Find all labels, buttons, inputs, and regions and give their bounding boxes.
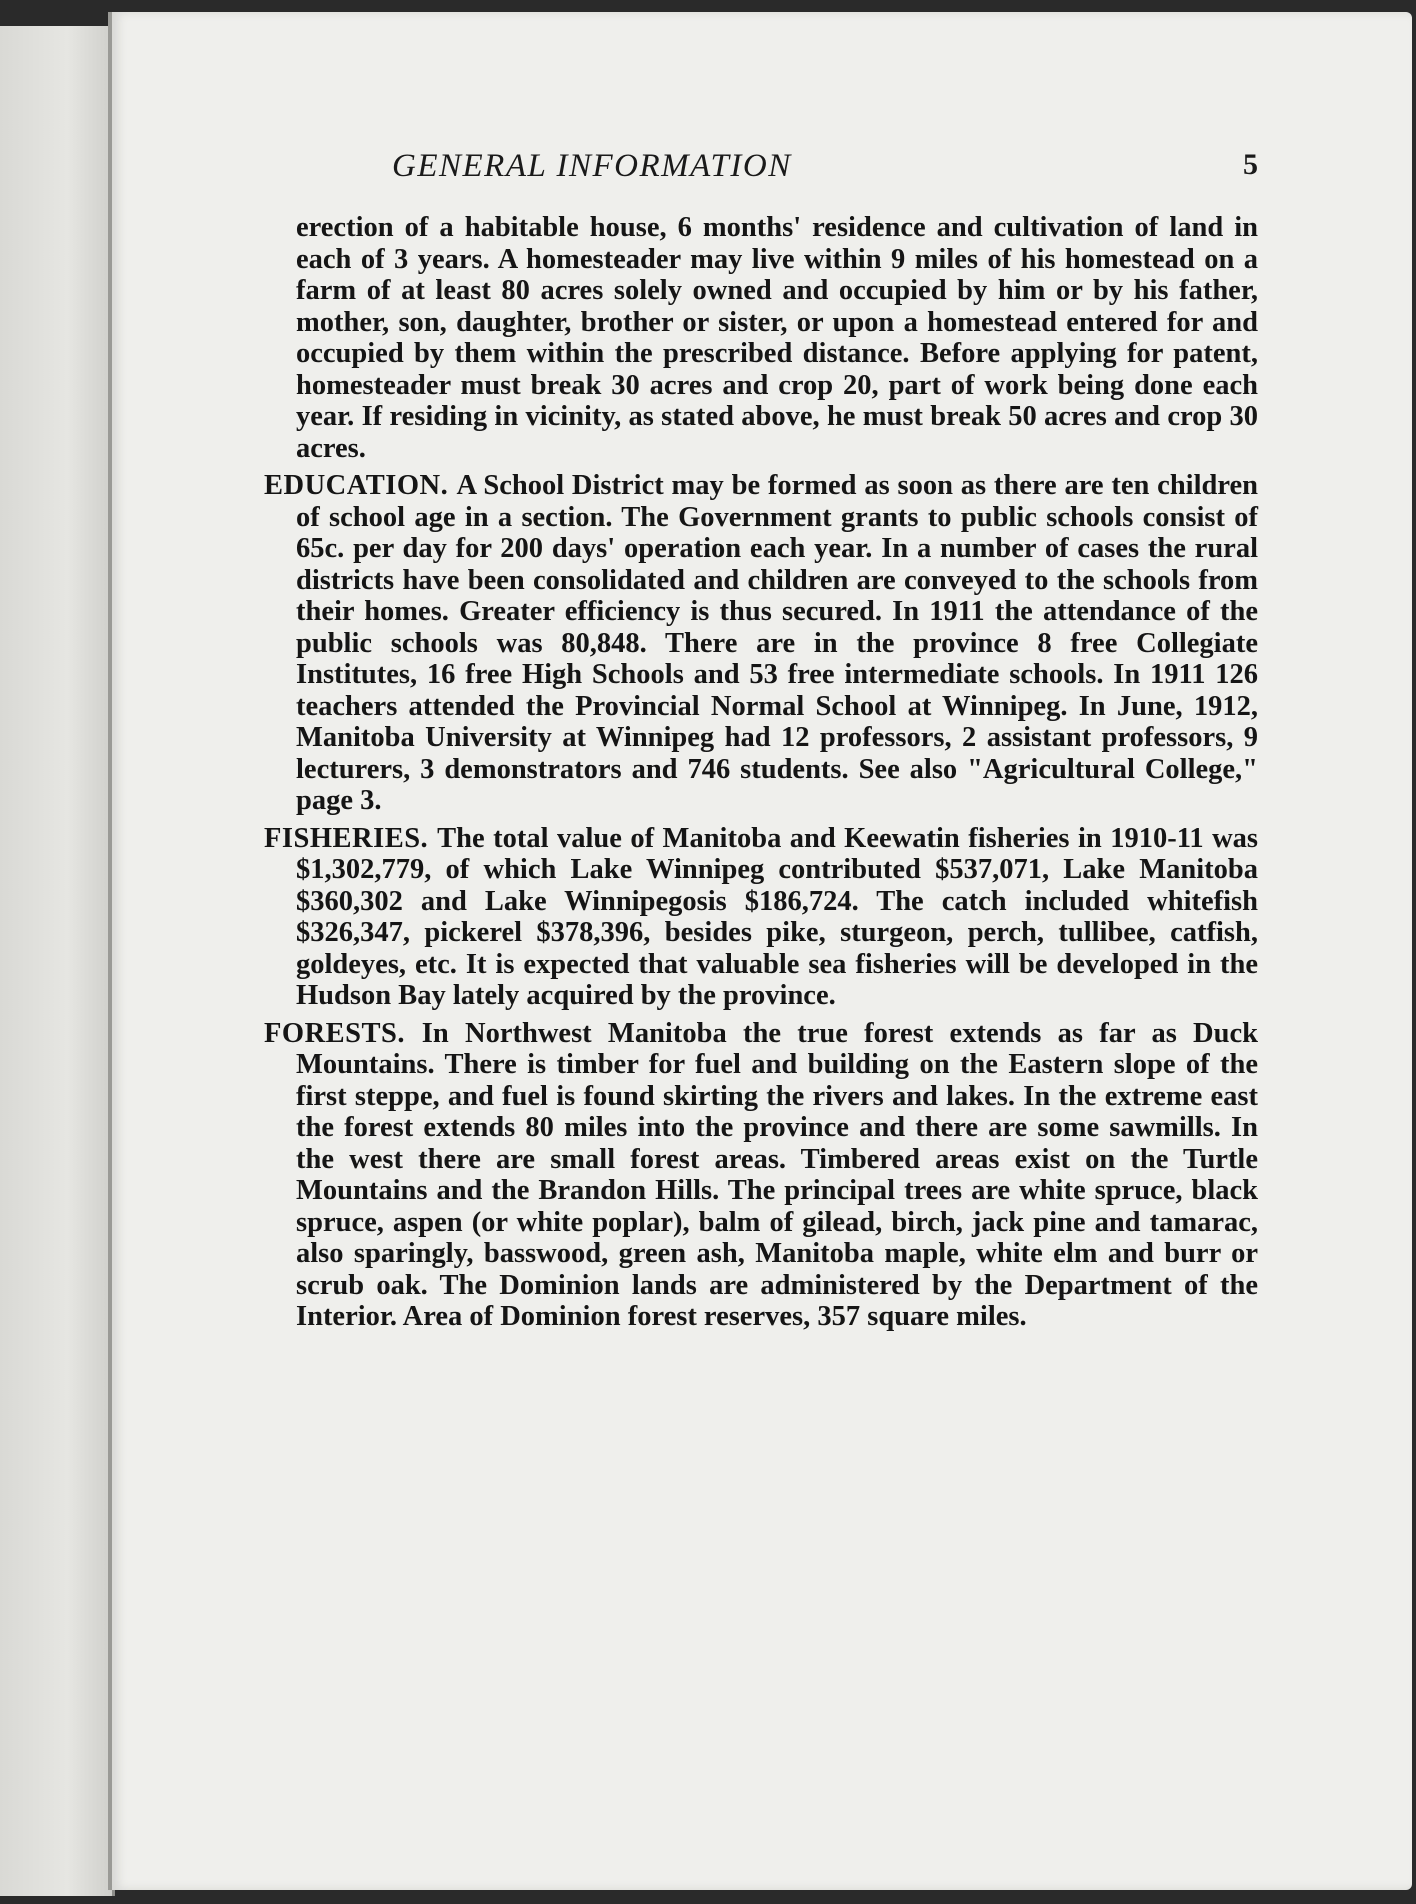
paragraph-forests xyxy=(264,1018,1258,1333)
paragraph-education xyxy=(264,470,1258,817)
facing-page-edge xyxy=(0,26,115,1896)
paragraph-text: In Northwest Manitoba the true forest extends as far as Duck Mountains. There is timber for fuel and building on the Eastern slope of the first steppe, and fuel is found skirting the rivers and lakes. In the extreme east the forest extends 80 miles into the province and there are some sawmills. In the west there are small forest areas. Timbered areas exist on the Turtle Mountains and the Brandon Hills. The principal trees are white spruce, black spruce, aspen (or white poplar), balm of gilead, birch, jack pine and tamarac, also sparingly, basswood, green ash, Manitoba maple, white elm and burr or scrub oak. The Dominion lands are administered by the Department of the Interior. Area of Dominion forest reserves, 357 square miles. xyxy=(296,1017,1258,1332)
section-heading-education: EDUCATION. xyxy=(264,470,457,501)
body-text xyxy=(264,212,1258,1339)
paragraph-fisheries xyxy=(264,823,1258,1012)
page-header xyxy=(392,148,1258,192)
section-heading-forests: FORESTS. xyxy=(264,1017,422,1049)
page-number: 5 xyxy=(1243,148,1258,181)
running-title: GENERAL INFORMATION xyxy=(392,148,792,184)
paragraph-text: A School District may be formed as soon as there are ten children of school age in a section. The Government grants to public schools consist of 65c. per day for 200 days' operation each year. In a number of cases the rural districts have been consolidated and children are conveyed to the schools from their homes. Greater efficiency is thus secured. In 1911 the attendance of the public schools was 80,848. There are in the province 8 free Collegiate Institutes, 16 free High Schools and 53 free intermediate schools. In 1911 126 teachers attended the Provincial Normal School at Winnipeg. In June, 1912, Manitoba University at Winnipeg had 12 professors, 2 assistant professors, 9 lecturers, 3 demonstrators and 746 students. See also "Agricultural College," page 3. xyxy=(296,470,1258,816)
paragraph-homestead-continued xyxy=(264,212,1258,464)
section-heading-fisheries: FISHERIES. xyxy=(264,822,438,854)
paragraph-text: erection of a habitable house, 6 months' residence and cultivation of land in each of 3 years. A homesteader may live within 9 miles of his homestead on a farm of at least 80 acres solely owned and occupied by him or by his father, mother, son, daughter, brother or sister, or upon a homestead entered for and occupied by them within the prescribed distance. Before applying for patent, homesteader must break 30 acres and crop 20, part of work being done each year. If residing in vicinity, as stated above, he must break 50 acres and crop 30 acres. xyxy=(296,212,1258,464)
paragraph-text: The total value of Manitoba and Keewatin fisheries in 1910-11 was $1,302,779, of which Lake Winnipeg contributed $537,071, Lake Manitoba $360,302 and Lake Winnipegosis $186,724. The catch included whitefish $326,347, pickerel $378,396, besides pike, sturgeon, perch, tullibee, catfish, goldeyes, etc. It is expected that valuable sea fisheries will be developed in the Hudson Bay lately acquired by the province. xyxy=(296,822,1258,1011)
